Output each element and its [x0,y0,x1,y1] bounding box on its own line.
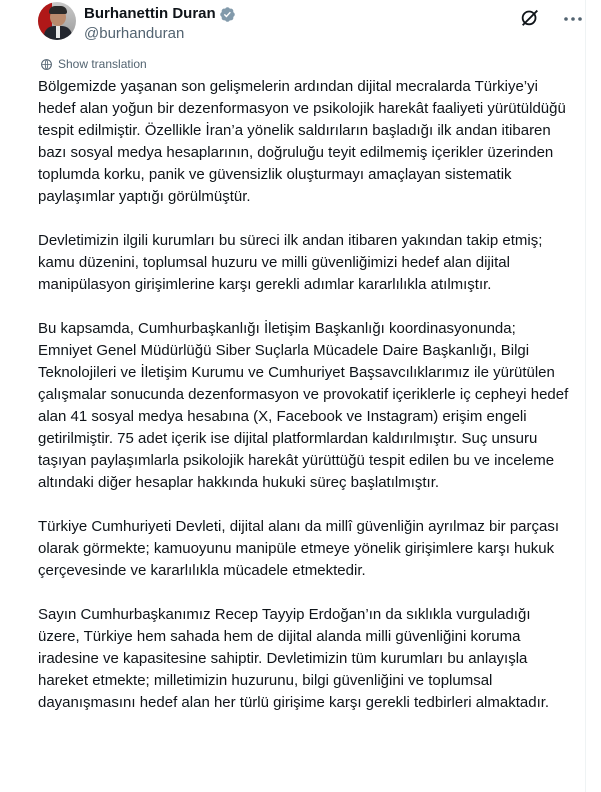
grok-icon[interactable] [519,6,541,28]
avatar-tie [56,26,60,38]
translate-icon [40,58,53,71]
show-translation-link[interactable] [40,57,147,71]
name-row [84,4,236,24]
verified-badge-icon [219,6,236,23]
post-paragraph-3: Bu kapsamda, Cumhurbaşkanlığı İletişim Başkanlığı koordinasyonunda; Emniyet Genel Müdürlüğü Siber Suçlarla Mücadele Daire Başkanlığı, Bilgi Teknolojileri ve İletişim Kurumu ve Cumhuriyet Başsavcılıklarımız ile yürütülen çalışmalar sonucunda dezenformasyon ve provokatif içeriklerle iç cepheyi hedef alan 41 sosyal medya hesabına (X, Facebook ve Instagram) erişim engeli getirilmiştir. 75 adet içerik ise dijital platformlardan kaldırılmıştır. Suç unsuru taşıyan paylaşımlarla psikolojik harekât yürüttüğü tespit edilen bu ve inceleme altındaki diğer hesaplar hakkında hukuki süreç başlatılmıştır. [38,320,569,491]
avatar-hair [49,6,67,14]
more-options-icon[interactable] [561,10,585,28]
post-paragraph-4: Türkiye Cumhuriyeti Devleti, dijital alanı da millî güvenliğin ayrılmaz bir parçası olarak görmekte; kamuoyunu manipüle etmeye yönelik girişimlere karşı hukuk çerçevesinde ve kararlılıkla mücadele etmektedir. [38,518,560,579]
post-text [38,76,570,736]
post-paragraph-1: Bölgemizde yaşanan son gelişmelerin ardından dijital mecralarda Türkiye’yi hedef alan yoğun bir dezenformasyon ve psikolojik harekât faaliyeti yürütüldüğü tespit edilmiştir. Özellikle İran’a yönelik saldırıların başladığı ilk andan itibaren bazı sosyal medya hesaplarının, doğruluğu teyit edilmemiş içerikler üzerinden toplumda korku, panik ve güvensizlik oluşturmayı amaçlayan sistematik paylaşımlar yaptığı görülmüştür. [38,78,566,205]
show-translation-label[interactable]: Show translation [58,57,147,71]
display-name[interactable]: Burhanettin Duran [84,5,216,22]
user-handle[interactable]: @burhanduran [84,25,185,42]
post-paragraph-2: Devletimizin ilgili kurumları bu süreci ilk andan itibaren yakından takip etmiş; kamu düzenini, toplumsal huzuru ve milli güvenliğimizi hedef alan dijital manipülasyon girişimlerine karşı gerekli adımlar kararlılıkla atılmıştır. [38,232,543,293]
post-header [38,2,585,42]
avatar[interactable] [38,2,76,40]
post-paragraph-5: Sayın Cumhurbaşkanımız Recep Tayyip Erdoğan’ın da sıklıkla vurguladığı üzere, Türkiye hem sahada hem de dijital alanda milli güvenliğini koruma iradesine ve kapasitesine sahiptir. Devletimizin tüm kurumları bu anlayışla hareket etmekte; milletimizin huzurunu, bilgi güvenliğini ve toplumsal dayanışmasını hedef alan her türlü girişime karşı gerekli tedbirleri almaktadır. [38,606,550,711]
